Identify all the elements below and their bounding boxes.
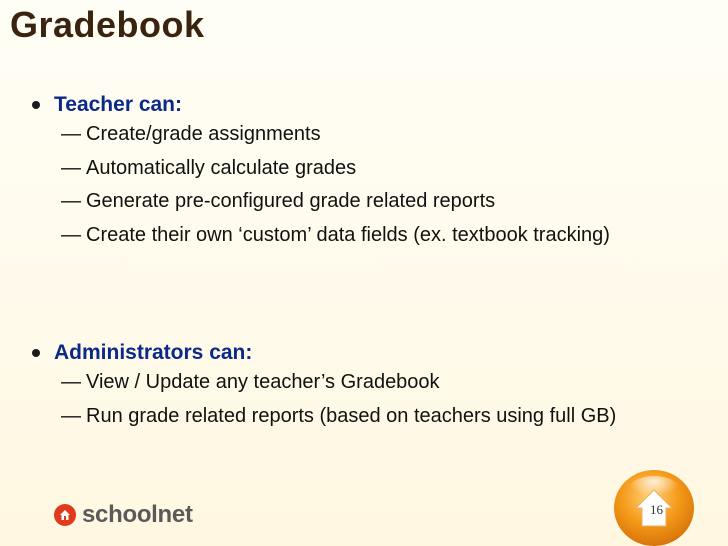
schoolnet-logo (54, 500, 193, 530)
bullet-icon (32, 101, 40, 109)
list-item-text: Automatically calculate grades (86, 156, 357, 179)
slide-title: Gradebook (10, 4, 205, 45)
administrator-heading (30, 340, 670, 366)
list-item-text: Create their own ‘custom’ data fields (ex. textbook tracking) (86, 223, 610, 246)
list-item-text: View / Update any teacher’s Gradebook (86, 371, 440, 393)
list-item-text: Create/grade assignments (86, 123, 321, 145)
teacher-section (30, 92, 670, 256)
bullet-icon (32, 349, 40, 357)
logo-text: schoolnet (82, 501, 193, 528)
dash-icon: — (61, 404, 81, 427)
list-item (30, 156, 670, 182)
teacher-heading (30, 92, 670, 118)
list-item (30, 122, 670, 148)
list-item (30, 223, 670, 249)
list-item (30, 189, 670, 215)
administrator-items (30, 370, 670, 429)
dash-icon: — (61, 190, 81, 212)
list-item (30, 370, 670, 396)
dash-icon: — (61, 371, 81, 393)
page-number: 16 (650, 502, 663, 517)
dash-icon: — (61, 123, 81, 145)
teacher-heading-text: Teacher can: (54, 93, 182, 116)
administrator-heading-text: Administrators can: (54, 341, 253, 364)
dash-icon: — (61, 156, 81, 179)
dash-icon: — (61, 223, 81, 246)
list-item-text: Generate pre-configured grade related reports (86, 190, 496, 212)
list-item-text: Run grade related reports (based on teachers using full GB) (86, 404, 617, 427)
administrator-section (30, 340, 670, 437)
teacher-items (30, 122, 670, 248)
schoolnet-house-logo-icon (54, 504, 76, 526)
list-item (30, 404, 670, 430)
